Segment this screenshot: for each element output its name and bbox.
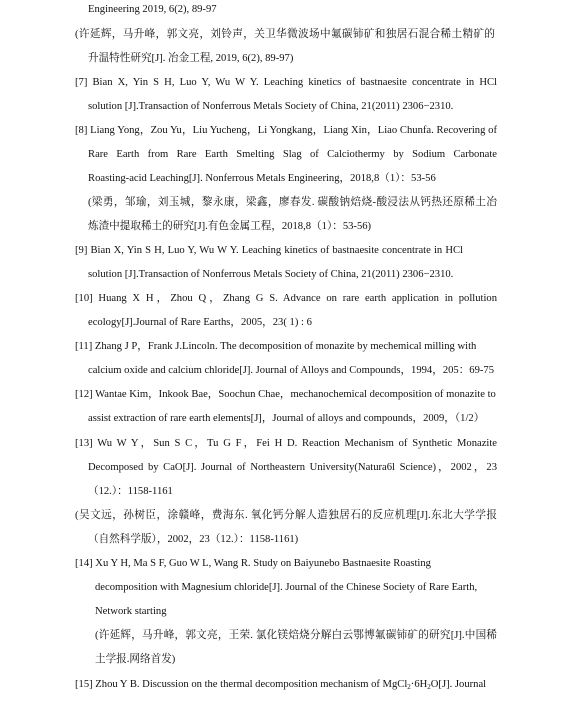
ref-13-line-3: （12.）：1158-1161 bbox=[88, 486, 173, 497]
ref-9-line-1: [9] Bian X, Yin S H, Luo Y, Wu W Y. Leaching kinetics of bastnaesite concentrate in HCl bbox=[75, 245, 463, 256]
ref-14-line-2: decomposition with Magnesium chloride[J]. Journal of the Chinese Society of Rare Earth, bbox=[95, 582, 478, 593]
ref-10-line-1: [10] Huang X H，Zhou Q，Zhang G S. Advance on rare earth application in pollution bbox=[75, 293, 497, 304]
ref-15-text-c: O[J]. Journal bbox=[430, 679, 487, 690]
ref-15-subscript-2: 2 bbox=[427, 683, 431, 691]
ref-14-line-1: [14] Xu Y H, Ma S F, Guo W L, Wang R. Study on Baiyunebo Bastnaesite Roasting bbox=[75, 558, 431, 569]
ref-6-cn-line-1: (许延辉，马升峰，郭文亮，刘铃声，关卫华微波场中氟碳铈矿和独居石混合稀土精矿的 bbox=[75, 29, 495, 40]
ref-6-cn-line-2: 升温特性研究[J]. 冶金工程, 2019, 6(2), 89-97) bbox=[88, 53, 294, 64]
ref-8-cn-line-1: (梁勇，邹瑜，刘玉城，黎永康，梁鑫，廖春发. 碳酸钠焙烧-酸浸法从钙热还原稀土冶 bbox=[88, 197, 497, 208]
ref-15-line-1 bbox=[75, 678, 486, 691]
ref-7-line-2: solution [J].Transaction of Nonferrous Metals Society of China, 21(2011) 2306−2310. bbox=[88, 101, 454, 112]
ref-10-line-2: ecology[J].Journal of Rare Earths，2005，23( 1) : 6 bbox=[88, 317, 312, 328]
ref-11-line-1: [11] Zhang J P，Frank J.Lincoln. The decomposition of monazite by mechemical milling with bbox=[75, 341, 477, 352]
ref-12-line-1: [12] Wantae Kim，Inkook Bae，Soochun Chae，mechanochemical decomposition of monazite to bbox=[75, 389, 496, 400]
ref-14-line-3: Network starting bbox=[95, 606, 167, 617]
ref-14-cn-line-2: 土学报.网络首发) bbox=[95, 654, 176, 665]
ref-7-line-1: [7] Bian X, Yin S H, Luo Y, Wu W Y. Leaching kinetics of bastnaesite concentrate in HCl bbox=[75, 77, 497, 88]
ref-14-cn-line-1: (许延辉，马升峰，郭文亮，王荣. 氯化镁焙烧分解白云鄂博氟碳铈矿的研究[J].中国稀 bbox=[95, 630, 497, 641]
ref-12-line-2: assist extraction of rare earth elements[J]，Journal of alloys and compounds，2009，（1/2） bbox=[88, 413, 485, 424]
ref-8-line-2: Rare Earth from Rare Earth Smelting Slag of Calciothermy by Sodium Carbonate bbox=[88, 149, 497, 160]
ref-11-line-2: calcium oxide and calcium chloride[J]. Journal of Alloys and Compounds，1994，205：69-75 bbox=[88, 365, 495, 376]
ref-15-subscript-1: 2 bbox=[407, 683, 411, 691]
ref-8-line-3: Roasting-acid Leaching[J]. Nonferrous Metals Engineering，2018,8（1）：53-56 bbox=[88, 173, 436, 184]
ref-8-line-1: [8] Liang Yong，Zou Yu，Liu Yucheng，Li Yongkang，Liang Xin，Liao Chunfa. Recovering of bbox=[75, 125, 497, 136]
ref-6-line-1: Engineering 2019, 6(2), 89-97 bbox=[88, 4, 217, 15]
ref-15-text-b: ·6H bbox=[410, 679, 428, 690]
ref-13-cn-line-2: （自然科学版），2002，23（12.）：1158-1161) bbox=[88, 534, 299, 545]
ref-8-cn-line-2: 炼渣中提取稀土的研究[J].有色金属工程，2018,8（1）：53-56) bbox=[88, 221, 372, 232]
ref-15-text-a: [15] Zhou Y B. Discussion on the thermal decomposition mechanism of MgCl bbox=[75, 679, 408, 690]
ref-13-line-2: Decomposed by CaO[J]. Journal of Northeastern University(Natura6l Science)，2002，23 bbox=[88, 462, 497, 473]
ref-13-line-1: [13] Wu W Y，Sun S C，Tu G F，Fei H D. Reaction Mechanism of Synthetic Monazite bbox=[75, 438, 497, 449]
ref-9-line-2: solution [J].Transaction of Nonferrous Metals Society of China, 21(2011) 2306−2310. bbox=[88, 269, 454, 280]
ref-13-cn-line-1: (吴文远，孙树臣，涂赣峰，费海东. 氧化钙分解人造独居石的反应机理[J].东北大学学报 bbox=[75, 510, 497, 521]
